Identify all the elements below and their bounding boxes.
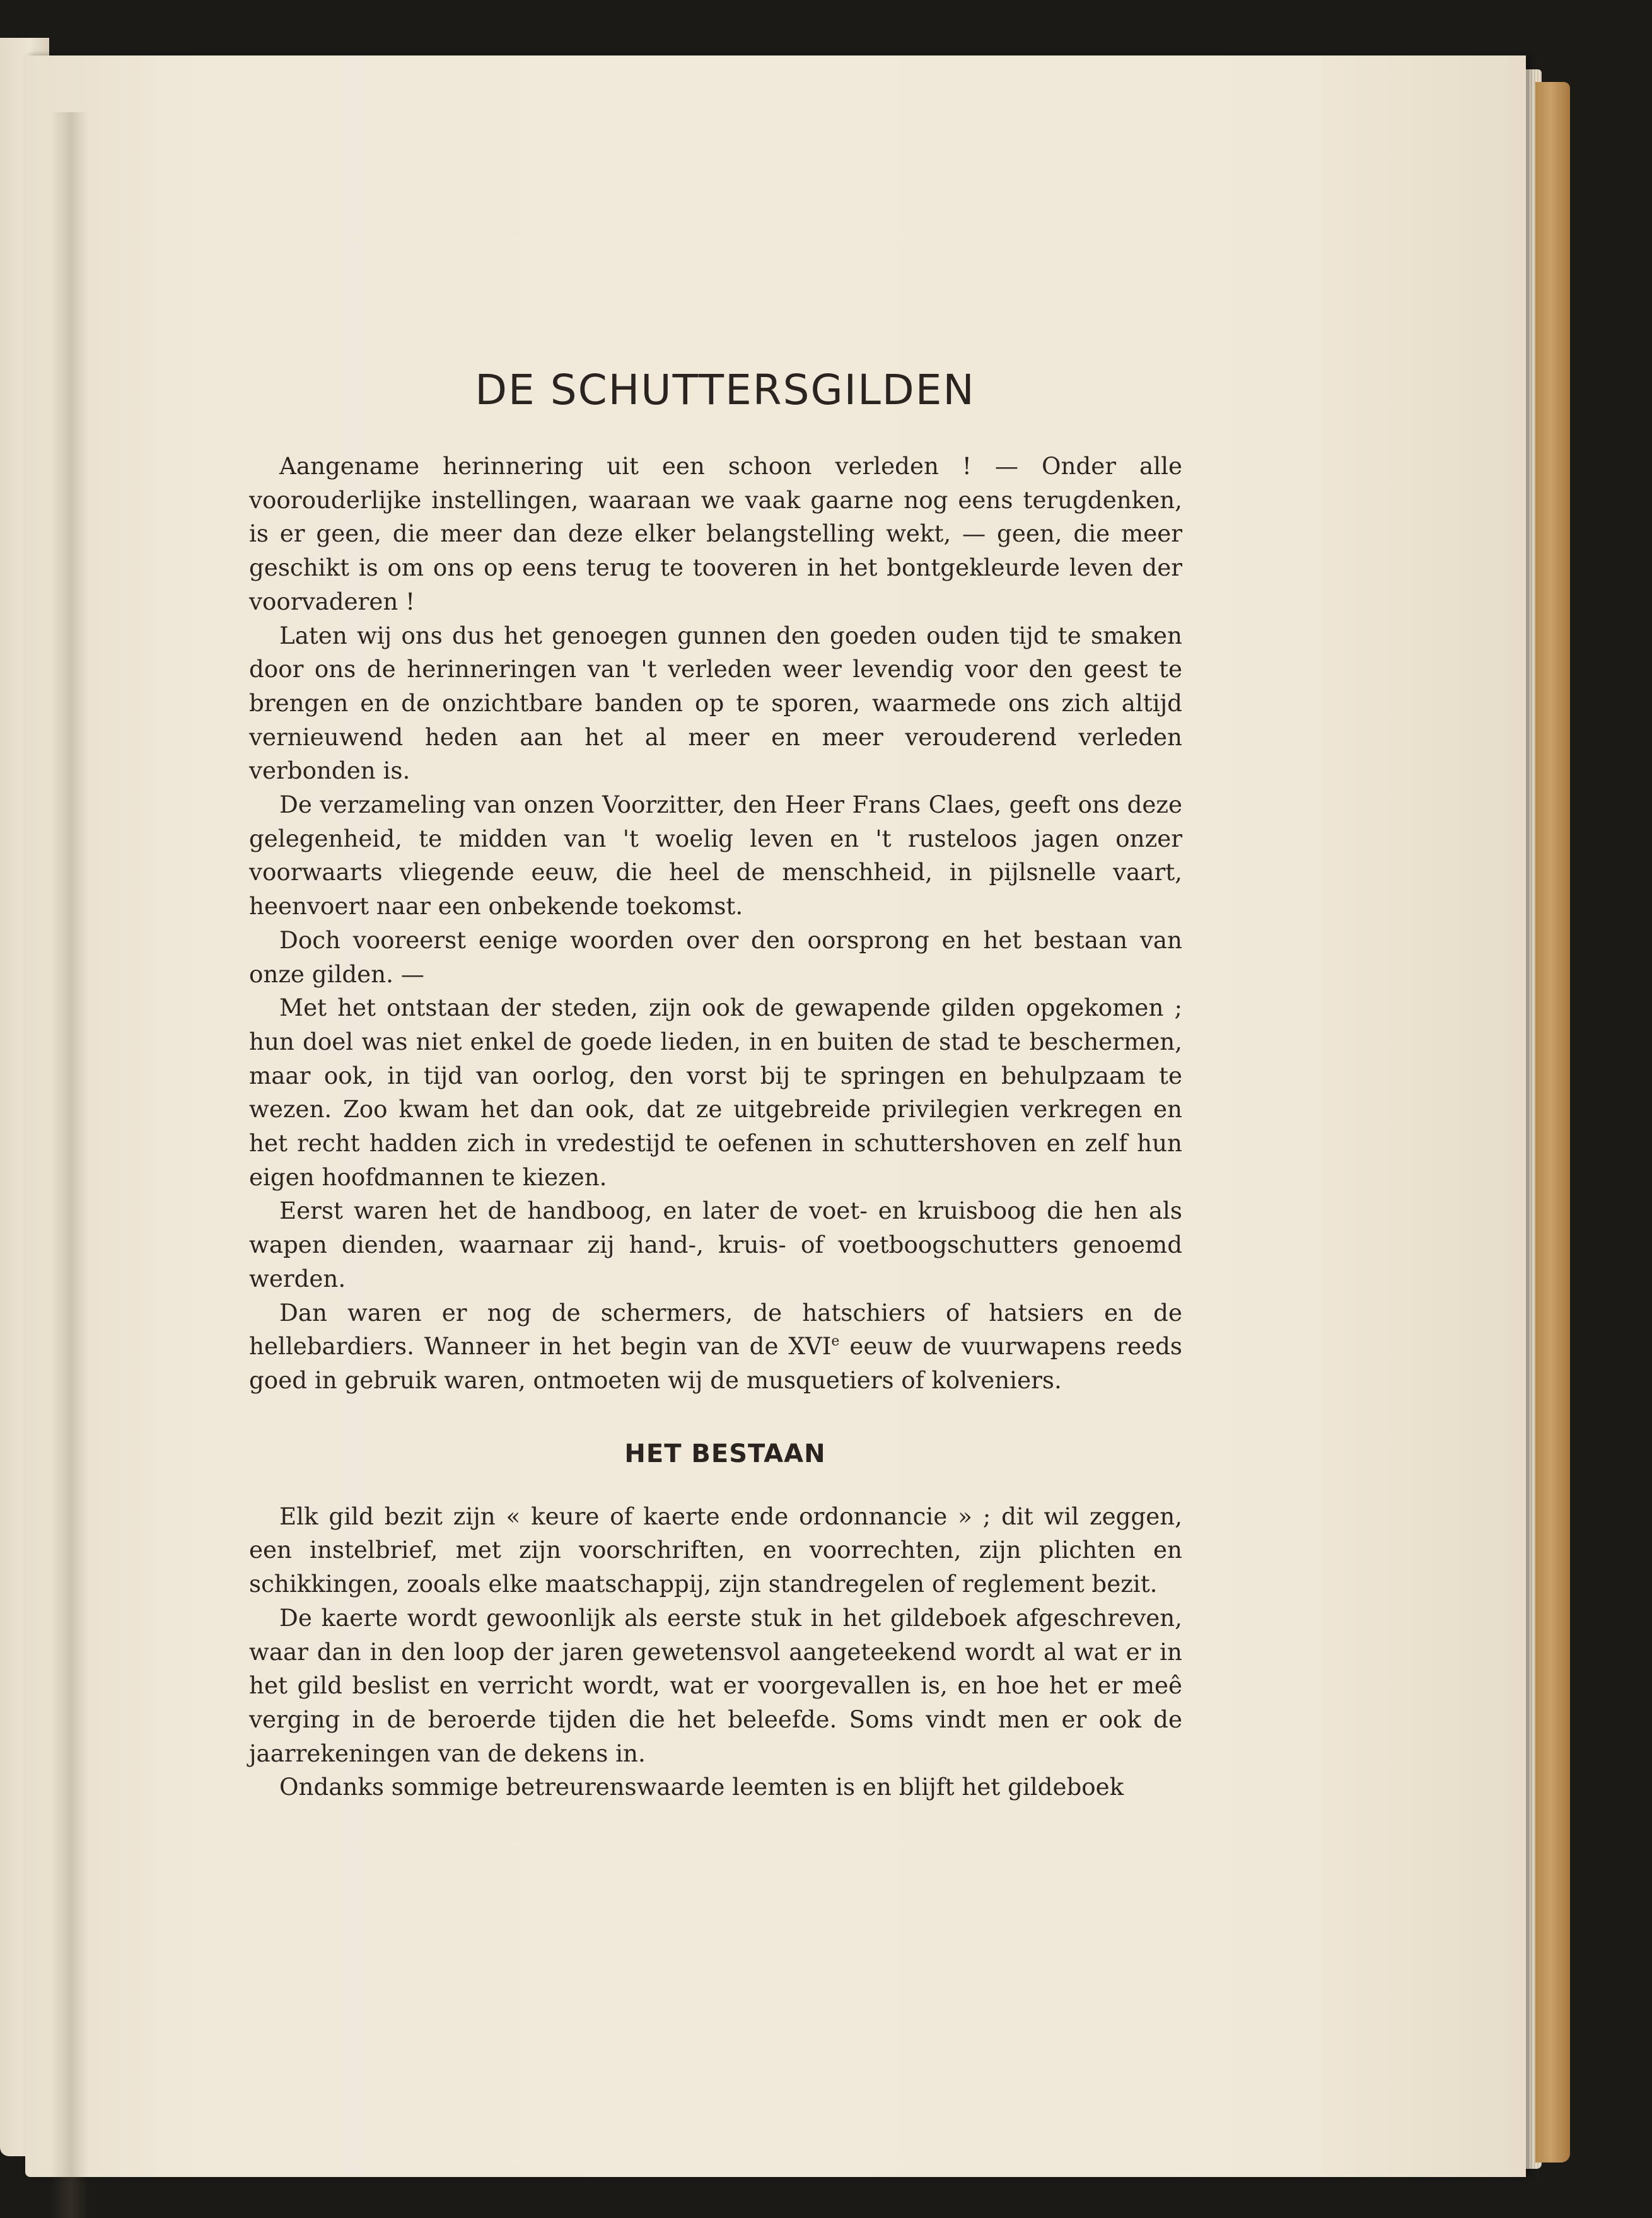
century-superscript: e	[831, 1333, 840, 1350]
paragraph: Eerst waren het de handboog, en later de voet- en kruisboog die hen als wapen dienden, waarnaar zij hand-, kruis- of voetboogschutters genoemd werden.	[249, 1197, 1182, 1292]
page-title: DE SCHUTTERSGILDEN	[475, 366, 975, 414]
gutter-shadow	[50, 112, 88, 2218]
paragraph: Ondanks sommige betreurenswaarde leemten is en blijft het gildeboek	[279, 1773, 1124, 1801]
paragraph: Aangename herinnering uit een schoon verleden ! — Onder alle voorouderlijke instellingen, waaraan we vaak gaarne nog eens terugdenken, is er geen, die meer dan deze elker belangstelling wekt, — geen, die meer geschikt is om ons op eens terug te tooveren in het bontgekleurde leven der voorvaderen !	[249, 452, 1182, 615]
paragraph	[249, 1296, 1182, 1398]
paragraph: Doch vooreerst eenige woorden over den oorsprong en het bestaan van onze gilden. —	[249, 926, 1182, 988]
book-cover-edge	[1535, 82, 1570, 2163]
paragraph: De verzameling van onzen Voorzitter, den Heer Frans Claes, geeft ons deze gelegenheid, te midden van 't woelig leven en 't rusteloos jagen onzer voorwaarts vliegende eeuw, die heel de menschheid, in pijlsnelle vaart, heenvoert naar een onbekende toekomst.	[249, 791, 1182, 920]
paragraph: Laten wij ons dus het genoegen gunnen den goeden ouden tijd te smaken door ons de herinneringen van 't verleden weer levendig voor den geest te brengen en de onzichtbare banden op te sporen, waarmede ons zich altijd vernieuwend heden aan het al meer en meer verouderend verleden verbonden is.	[249, 621, 1182, 785]
section-heading: HET BESTAAN	[624, 1439, 826, 1468]
paragraph-text: Dan waren er nog de schermers, de hatschiers of hatsiers en de hellebardiers. Wanneer in het begin van de XVI	[249, 1298, 1182, 1361]
paragraph: Elk gild bezit zijn « keure of kaerte ende ordonnancie » ; dit wil zeggen, een instelbrief, met zijn voorschriften, en voorrechten, zijn plichten en schikkingen, zooals elke maatschappij, zijn standregelen of reglement bezit.	[249, 1502, 1182, 1598]
paragraph-text: eeuw de vuurwapens reeds goed in gebruik waren, ontmoeten wij de musquetiers of kolveniers.	[249, 1332, 1182, 1394]
paragraph: Met het ontstaan der steden, zijn ook de gewapende gilden opgekomen ; hun doel was niet enkel de goede lieden, in en buiten de stad te beschermen, maar ook, in tijd van oorlog, den vorst bij te springen en behulpzaam te wezen. Zoo kwam het dan ook, dat ze uitgebreide privilegien verkregen en het recht hadden zich in vredestijd te oefenen in schuttershoven en zelf hun eigen hoofdmannen te kiezen.	[249, 994, 1182, 1191]
paragraph: De kaerte wordt gewoonlijk als eerste stuk in het gildeboek afgeschreven, waar dan in den loop der jaren gewetensvol aangeteekend wordt al wat er in het gild beslist en verricht wordt, wat er voorgevallen is, en hoe het er meê verging in de beroerde tijden die het beleefde. Soms vindt men er ook de jaarrekeningen van de dekens in.	[249, 1603, 1182, 1767]
text-block	[249, 366, 1182, 1804]
